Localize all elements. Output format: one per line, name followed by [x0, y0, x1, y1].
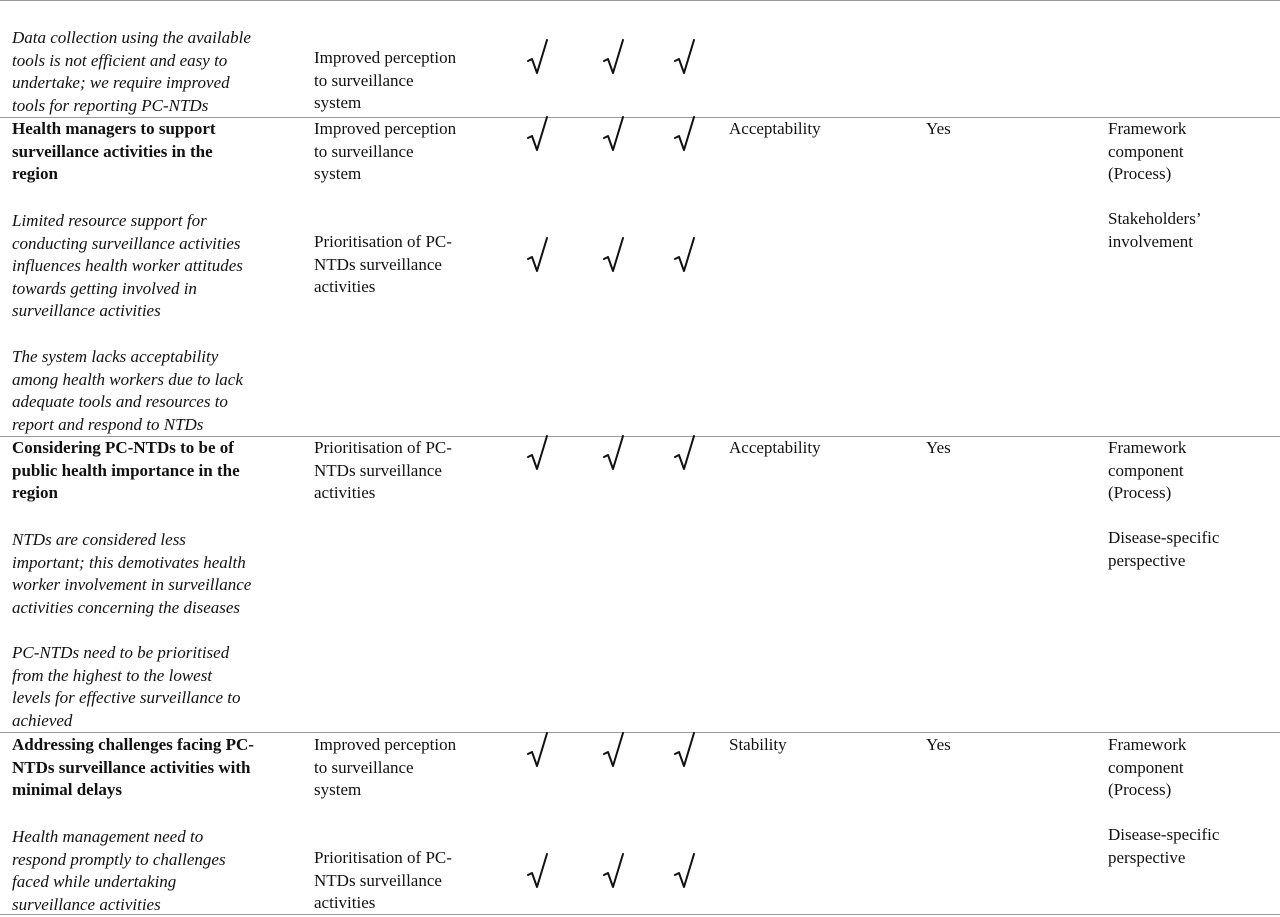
- row-description: [12, 27, 251, 117]
- theme-line: region: [12, 483, 58, 503]
- row-description: [12, 529, 251, 619]
- attribute-cell: Acceptability: [729, 119, 821, 138]
- framework-line: Framework: [1108, 119, 1187, 138]
- mechanism-line: Prioritisation of PC-: [314, 848, 452, 867]
- mechanism-line: Improved perception: [314, 48, 457, 67]
- check-mark-icon: [674, 731, 696, 771]
- framework-line: perspective: [1108, 847, 1186, 867]
- check-mark-stroke: [675, 436, 694, 469]
- check-mark-stroke: [528, 733, 547, 766]
- row-description: [12, 642, 240, 732]
- description-line: The system lacks acceptability: [12, 347, 219, 366]
- theme-line: Health managers to support: [12, 119, 216, 138]
- mechanism-line: to surveillance: [314, 141, 414, 161]
- mechanism-line: activities: [314, 893, 376, 913]
- check-mark-icon: [527, 731, 549, 771]
- description-line: Limited resource support for: [12, 211, 207, 230]
- check-mark-glyph: [527, 434, 549, 474]
- row-theme: [12, 437, 240, 505]
- check-mark-stroke: [528, 117, 547, 150]
- check-mark-glyph: [527, 38, 549, 78]
- description-line: towards getting involved in: [12, 278, 197, 298]
- check-mark-icon: [674, 434, 696, 474]
- description-line: important; this demotivates health: [12, 552, 246, 572]
- mechanism-cell: [314, 437, 452, 505]
- check-mark-glyph: [674, 115, 696, 155]
- mechanism-line: Prioritisation of PC-: [314, 438, 452, 457]
- framework-cell: [1108, 734, 1186, 802]
- check-mark-stroke: [528, 854, 547, 887]
- description-line: adequate tools and resources to: [12, 392, 228, 412]
- description-line: among health workers due to lack: [12, 369, 243, 389]
- description-line: Data collection using the available: [12, 28, 251, 47]
- answer-cell: Yes: [926, 438, 951, 457]
- check-mark-icon: [674, 38, 696, 78]
- check-mark-glyph: [603, 731, 625, 771]
- check-mark-glyph: [527, 115, 549, 155]
- check-mark-icon: [527, 434, 549, 474]
- description-line: report and respond to NTDs: [12, 414, 204, 434]
- check-mark-glyph: [603, 38, 625, 78]
- check-mark-icon: [674, 236, 696, 276]
- row-theme: [12, 734, 254, 802]
- check-mark-stroke: [604, 117, 623, 150]
- check-mark-icon: [527, 852, 549, 892]
- check-mark-glyph: [603, 236, 625, 276]
- check-mark-glyph: [527, 731, 549, 771]
- framework-line: Disease-specific: [1108, 528, 1220, 547]
- theme-line: minimal delays: [12, 780, 123, 800]
- mechanism-line: NTDs surveillance: [314, 254, 442, 274]
- description-line: tools for reporting PC-NTDs: [12, 95, 209, 115]
- check-mark-stroke: [604, 238, 623, 271]
- description-line: conducting surveillance activities: [12, 233, 241, 253]
- theme-line: Addressing challenges facing PC-: [12, 735, 254, 754]
- framework-perspective-cell: [1108, 208, 1201, 253]
- theme-line: surveillance activities in the: [12, 141, 213, 161]
- mechanism-cell: [314, 231, 452, 299]
- check-mark-glyph: [603, 434, 625, 474]
- check-mark-stroke: [604, 436, 623, 469]
- check-mark-stroke: [528, 436, 547, 469]
- theme-line: region: [12, 164, 58, 184]
- check-mark-stroke: [675, 854, 694, 887]
- check-mark-icon: [603, 852, 625, 892]
- mechanism-line: Improved perception: [314, 735, 457, 754]
- row-description: [12, 210, 243, 323]
- description-line: faced while undertaking: [12, 872, 177, 892]
- row-description: [12, 826, 226, 916]
- row-theme: [12, 118, 216, 186]
- description-line: Health management need to: [12, 827, 204, 846]
- framework-line: component: [1108, 141, 1184, 161]
- check-mark-glyph: [527, 236, 549, 276]
- framework-cell: [1108, 437, 1186, 505]
- description-line: levels for effective surveillance to: [12, 688, 241, 708]
- check-mark-icon: [527, 38, 549, 78]
- check-mark-stroke: [604, 40, 623, 73]
- theme-line: public health importance in the: [12, 460, 240, 480]
- table-rule: [0, 0, 1280, 1]
- check-mark-icon: [527, 236, 549, 276]
- description-line: PC-NTDs need to be prioritised: [12, 643, 230, 662]
- framework-line: Framework: [1108, 735, 1187, 754]
- description-line: from the highest to the lowest: [12, 665, 213, 685]
- mechanism-cell: [314, 118, 456, 186]
- framework-line: Stakeholders’: [1108, 209, 1202, 228]
- mechanism-line: system: [314, 93, 362, 113]
- description-line: achieved: [12, 710, 73, 730]
- check-mark-stroke: [675, 238, 694, 271]
- framework-line: (Process): [1108, 483, 1172, 503]
- description-line: activities concerning the diseases: [12, 597, 241, 617]
- row-description: [12, 346, 243, 436]
- mechanism-line: to surveillance: [314, 757, 414, 777]
- mechanism-line: system: [314, 164, 362, 184]
- check-mark-stroke: [604, 854, 623, 887]
- mechanism-line: NTDs surveillance: [314, 870, 442, 890]
- mechanism-line: Prioritisation of PC-: [314, 232, 452, 251]
- framework-line: (Process): [1108, 780, 1172, 800]
- mechanism-cell: [314, 847, 452, 915]
- answer-cell: Yes: [926, 735, 951, 754]
- description-line: tools is not efficient and easy to: [12, 50, 228, 70]
- theme-line: Considering PC-NTDs to be of: [12, 438, 234, 457]
- answer-cell: Yes: [926, 119, 951, 138]
- description-line: undertake; we require improved: [12, 73, 230, 93]
- mechanism-line: NTDs surveillance: [314, 460, 442, 480]
- check-mark-glyph: [674, 731, 696, 771]
- theme-line: NTDs surveillance activities with: [12, 757, 251, 777]
- check-mark-glyph: [603, 852, 625, 892]
- check-mark-glyph: [674, 38, 696, 78]
- framework-line: (Process): [1108, 164, 1172, 184]
- check-mark-icon: [603, 731, 625, 771]
- check-mark-glyph: [674, 852, 696, 892]
- framework-line: Framework: [1108, 438, 1187, 457]
- framework-line: component: [1108, 757, 1184, 777]
- description-line: NTDs are considered less: [12, 530, 186, 549]
- description-line: surveillance activities: [12, 894, 161, 914]
- framework-line: Disease-specific: [1108, 825, 1220, 844]
- framework-line: involvement: [1108, 231, 1193, 251]
- description-line: worker involvement in surveillance: [12, 575, 252, 595]
- check-mark-icon: [603, 434, 625, 474]
- framework-line: component: [1108, 460, 1184, 480]
- check-mark-stroke: [528, 238, 547, 271]
- mechanism-cell: [314, 47, 456, 115]
- check-mark-icon: [603, 236, 625, 276]
- check-mark-icon: [603, 38, 625, 78]
- description-line: respond promptly to challenges: [12, 849, 226, 869]
- framework-perspective-cell: [1108, 527, 1219, 572]
- check-mark-stroke: [604, 733, 623, 766]
- mechanism-line: activities: [314, 277, 376, 297]
- check-mark-stroke: [675, 733, 694, 766]
- check-mark-stroke: [675, 117, 694, 150]
- attribute-cell: Acceptability: [729, 438, 821, 457]
- check-mark-stroke: [528, 40, 547, 73]
- mechanism-line: Improved perception: [314, 119, 457, 138]
- mechanism-cell: [314, 734, 456, 802]
- framework-perspective-cell: [1108, 824, 1219, 869]
- description-line: surveillance activities: [12, 301, 161, 321]
- check-mark-stroke: [675, 40, 694, 73]
- check-mark-icon: [527, 115, 549, 155]
- check-mark-icon: [674, 852, 696, 892]
- mechanism-line: activities: [314, 483, 376, 503]
- description-line: influences health worker attitudes: [12, 256, 243, 276]
- framework-cell: [1108, 118, 1186, 186]
- check-mark-icon: [674, 115, 696, 155]
- check-mark-glyph: [527, 852, 549, 892]
- check-mark-icon: [603, 115, 625, 155]
- check-mark-glyph: [674, 236, 696, 276]
- mechanism-line: to surveillance: [314, 70, 414, 90]
- mechanism-line: system: [314, 780, 362, 800]
- attribute-cell: Stability: [729, 735, 787, 754]
- check-mark-glyph: [603, 115, 625, 155]
- check-mark-glyph: [674, 434, 696, 474]
- framework-line: perspective: [1108, 550, 1186, 570]
